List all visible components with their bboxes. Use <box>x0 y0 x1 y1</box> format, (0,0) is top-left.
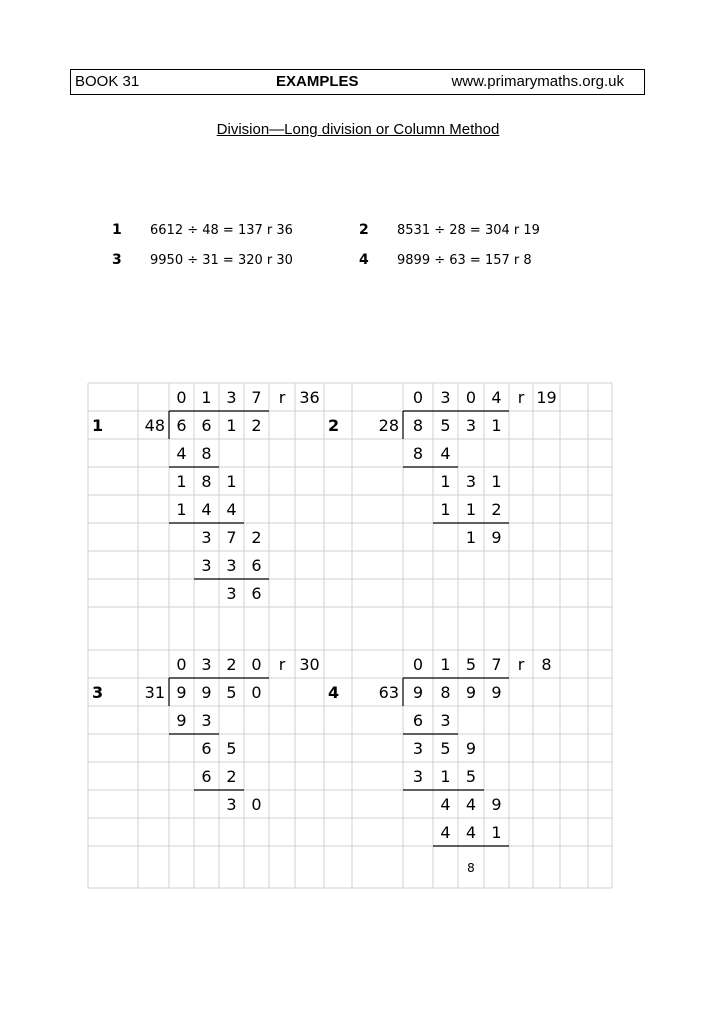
quotient-digit: 0 <box>176 388 187 407</box>
step-digit: 7 <box>226 528 237 547</box>
quotient-digit: 0 <box>412 388 424 407</box>
dividend-digit: 9 <box>412 683 424 702</box>
step-digit: 3 <box>412 767 424 786</box>
step-digit: 3 <box>440 711 451 730</box>
step-digit: 1 <box>440 767 451 786</box>
step-digit: 3 <box>226 795 237 814</box>
example-equation-3: 9950 ÷ 31 = 320 r 30 <box>150 253 293 268</box>
quotient-digit: 3 <box>201 655 212 674</box>
step-digit: 8 <box>201 472 212 491</box>
dividend-digit: 6 <box>201 416 212 435</box>
step-digit: 9 <box>491 528 502 547</box>
divisor-1: 48 <box>144 416 165 435</box>
step-digit: 1 <box>226 472 237 491</box>
step-digit: 1 <box>465 500 477 519</box>
quotient-digit: 4 <box>491 388 502 407</box>
dividend-digit: 6 <box>176 416 187 435</box>
step-digit: 6 <box>251 556 262 575</box>
divisor-2: 28 <box>378 416 399 435</box>
quotient-digit: 2 <box>226 655 237 674</box>
remainder-label: r <box>278 388 286 407</box>
quotient-digit: 0 <box>251 655 262 674</box>
working-label-3: 3 <box>92 683 104 702</box>
remainder-label: r <box>517 655 525 674</box>
step-digit: 0 <box>251 795 262 814</box>
quotient-digit: 3 <box>226 388 237 407</box>
example-number-2: 2 <box>359 222 369 238</box>
step-digit: 8 <box>201 444 212 463</box>
step-digit: 2 <box>226 767 237 786</box>
step-digit: 9 <box>465 739 477 758</box>
step-digit: 1 <box>176 500 187 519</box>
quotient-digit: 7 <box>251 388 262 407</box>
dividend-digit: 9 <box>491 683 502 702</box>
step-digit: 5 <box>465 767 477 786</box>
remainder-value: 30 <box>299 655 320 674</box>
step-digit: 5 <box>440 739 451 758</box>
step-digit: 5 <box>226 739 237 758</box>
quotient-digit: 0 <box>176 655 187 674</box>
step-digit: 4 <box>176 444 187 463</box>
step-digit: 9 <box>491 795 502 814</box>
page-title: Division—Long division or Column Method <box>216 121 500 138</box>
dividend-digit: 9 <box>465 683 477 702</box>
example-equation-1: 6612 ÷ 48 = 137 r 36 <box>150 223 293 238</box>
divisor-3: 31 <box>144 683 165 702</box>
step-digit: 4 <box>440 823 451 842</box>
step-digit: 3 <box>465 472 477 491</box>
quotient-digit: 1 <box>440 655 451 674</box>
dividend-digit: 9 <box>176 683 187 702</box>
remainder-label: r <box>278 655 286 674</box>
step-digit: 1 <box>176 472 187 491</box>
step-digit: 4 <box>201 500 212 519</box>
step-digit: 3 <box>226 556 237 575</box>
working-label-2: 2 <box>328 416 340 435</box>
quotient-digit: 3 <box>440 388 451 407</box>
dividend-digit: 5 <box>226 683 237 702</box>
quotient-digit: 0 <box>412 655 424 674</box>
quotient-digit: 0 <box>465 388 477 407</box>
step-digit: 6 <box>201 739 212 758</box>
step-digit: 1 <box>440 472 451 491</box>
example-number-1: 1 <box>112 222 122 238</box>
website-url: www.primarymaths.org.uk <box>451 73 624 90</box>
step-digit: 4 <box>440 444 451 463</box>
dividend-digit: 1 <box>226 416 237 435</box>
book-label: BOOK 31 <box>75 73 140 90</box>
step-digit: 1 <box>465 528 477 547</box>
example-equation-2: 8531 ÷ 28 = 304 r 19 <box>397 223 540 238</box>
step-digit: 8 <box>467 861 475 875</box>
step-digit: 6 <box>412 711 424 730</box>
step-digit: 2 <box>491 500 502 519</box>
step-digit: 1 <box>440 500 451 519</box>
step-digit: 3 <box>412 739 424 758</box>
dividend-digit: 5 <box>440 416 451 435</box>
dividend-digit: 8 <box>440 683 451 702</box>
step-digit: 4 <box>465 823 477 842</box>
step-digit: 9 <box>176 711 187 730</box>
step-digit: 6 <box>201 767 212 786</box>
dividend-digit: 3 <box>465 416 477 435</box>
dividend-digit: 1 <box>491 416 502 435</box>
quotient-digit: 1 <box>201 388 212 407</box>
step-digit: 3 <box>226 584 237 603</box>
step-digit: 3 <box>201 556 212 575</box>
quotient-digit: 5 <box>465 655 477 674</box>
remainder-label: r <box>517 388 525 407</box>
divisor-4: 63 <box>378 683 399 702</box>
remainder-value: 8 <box>541 655 552 674</box>
step-digit: 2 <box>251 528 262 547</box>
dividend-digit: 9 <box>201 683 212 702</box>
remainder-value: 36 <box>299 388 320 407</box>
step-digit: 4 <box>465 795 477 814</box>
step-digit: 8 <box>412 444 424 463</box>
dividend-digit: 8 <box>412 416 424 435</box>
step-digit: 1 <box>491 472 502 491</box>
working-label-1: 1 <box>92 416 104 435</box>
example-number-3: 3 <box>112 252 122 268</box>
step-digit: 4 <box>440 795 451 814</box>
step-digit: 3 <box>201 711 212 730</box>
dividend-digit: 0 <box>251 683 262 702</box>
step-digit: 3 <box>201 528 212 547</box>
example-equation-4: 9899 ÷ 63 = 157 r 8 <box>397 253 532 268</box>
step-digit: 1 <box>491 823 502 842</box>
step-digit: 6 <box>251 584 262 603</box>
remainder-value: 19 <box>536 388 557 407</box>
quotient-digit: 7 <box>491 655 502 674</box>
dividend-digit: 2 <box>251 416 262 435</box>
example-number-4: 4 <box>359 252 369 268</box>
step-digit: 4 <box>226 500 237 519</box>
header-title: EXAMPLES <box>276 73 359 90</box>
working-label-4: 4 <box>328 683 340 702</box>
